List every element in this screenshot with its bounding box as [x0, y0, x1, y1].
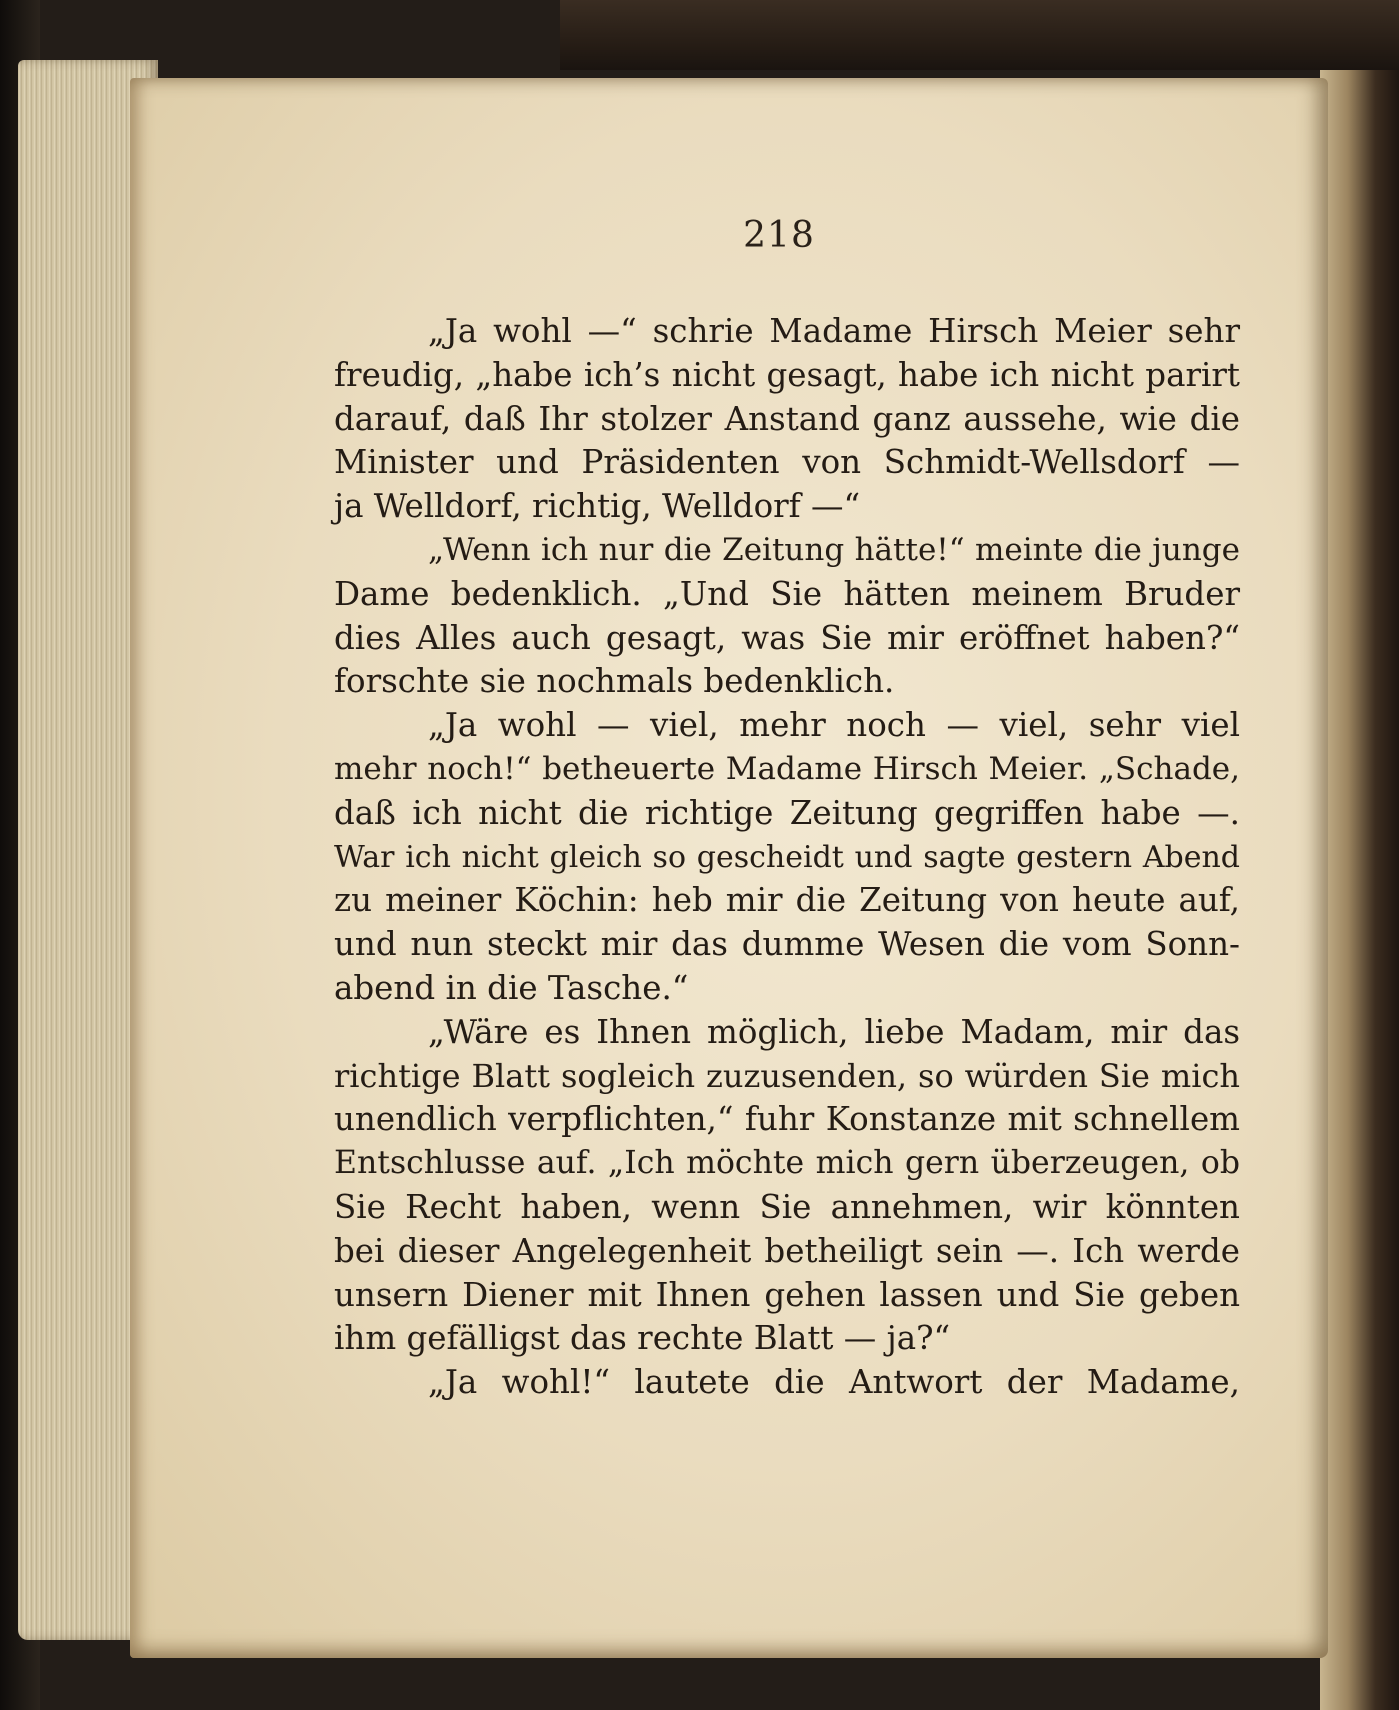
- text-line: Sie Recht haben, wenn Sie annehmen, wir könnten: [334, 1187, 1240, 1226]
- text-line: daß ich nicht die richtige Zeitung gegriffen habe —.: [334, 793, 1240, 832]
- text-line: „Wenn ich nur die Zeitung hätte!“ meinte die junge: [428, 531, 1240, 568]
- text-line: Dame bedenklich. „Und Sie hätten meinem Bruder: [334, 574, 1240, 613]
- text-line: forschte sie nochmals bedenklich.: [334, 662, 895, 701]
- body-text: [334, 310, 1240, 1405]
- text-line: dies Alles auch gesagt, was Sie mir eröffnet haben?“: [334, 618, 1240, 657]
- book-cover-top: [560, 0, 1399, 70]
- text-line: mehr noch!“ betheuerte Madame Hirsch Meier. „Schade,: [334, 750, 1240, 787]
- text-line: War ich nicht gleich so gescheidt und sagte gestern Abend: [334, 839, 1240, 875]
- text-line: richtige Blatt sogleich zuzusenden, so würden Sie mich: [334, 1056, 1240, 1095]
- text-line: zu meiner Köchin: heb mir die Zeitung von heute auf,: [334, 881, 1240, 920]
- text-line: „Wäre es Ihnen möglich, liebe Madam, mir das: [428, 1012, 1240, 1051]
- text-line: darauf, daß Ihr stolzer Anstand ganz aussehe, wie die: [334, 399, 1240, 438]
- text-line: Entschlusse auf. „Ich möchte mich gern überzeugen, ob: [334, 1145, 1240, 1182]
- text-line: „Ja wohl!“ lautete die Antwort der Madame,: [428, 1363, 1240, 1402]
- text-line: „Ja wohl —“ schrie Madame Hirsch Meier sehr: [428, 312, 1240, 350]
- text-line: und nun steckt mir das dumme Wesen die vom Sonn-: [334, 925, 1240, 964]
- text-line: „Ja wohl — viel, mehr noch — viel, sehr viel: [428, 706, 1240, 745]
- text-line: abend in die Tasche.“: [334, 968, 689, 1007]
- text-line: ja Welldorf, richtig, Welldorf —“: [334, 487, 861, 526]
- text-line: ihm gefälligst das rechte Blatt — ja?“: [334, 1319, 951, 1358]
- page-number: 218: [743, 215, 815, 256]
- book-gutter: [1320, 70, 1399, 1710]
- text-line: freudig, „habe ich’s nicht gesagt, habe ich nicht parirt: [334, 355, 1240, 394]
- text-line: Minister und Präsidenten von Schmidt-Wellsdorf —: [334, 443, 1240, 482]
- text-line: bei dieser Angelegenheit betheiligt sein —. Ich werde: [334, 1231, 1240, 1270]
- text-line: unsern Diener mit Ihnen gehen lassen und Sie geben: [334, 1275, 1240, 1314]
- text-line: unendlich verpflichten,“ fuhr Konstanze mit schnellem: [334, 1100, 1240, 1139]
